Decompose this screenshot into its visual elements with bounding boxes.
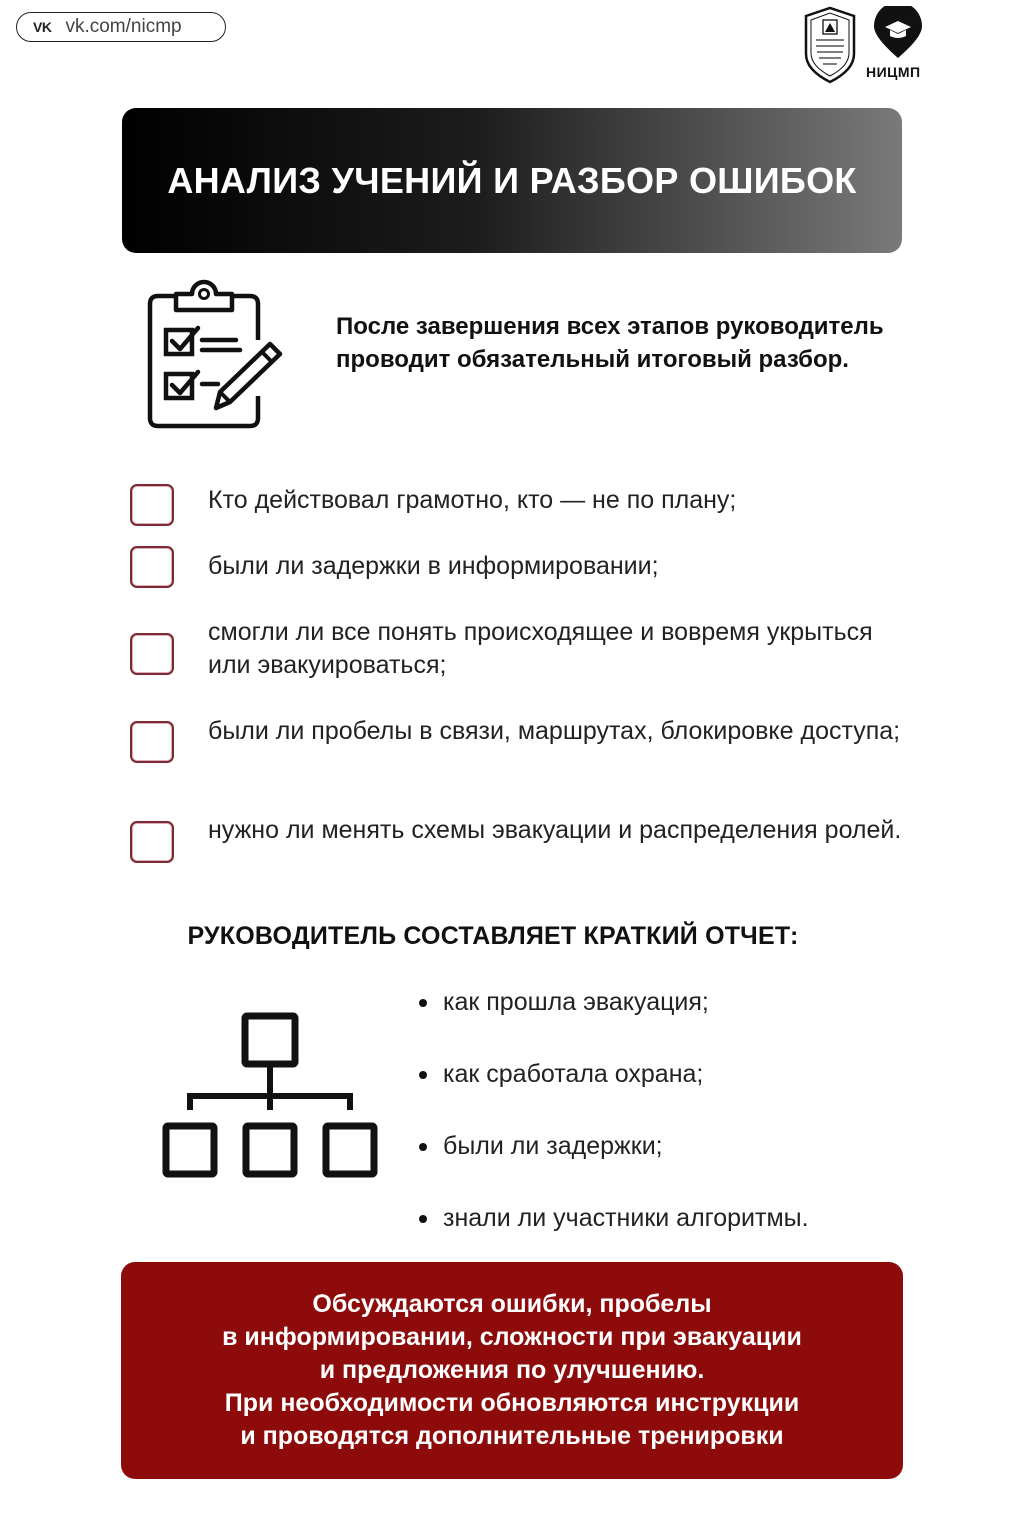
checkbox[interactable] xyxy=(130,484,174,526)
shield-emblem-icon xyxy=(806,8,854,82)
clipboard-checklist-icon xyxy=(140,278,290,434)
note-line: и предложения по улучшению. xyxy=(319,1356,705,1384)
list-item-text: как сработала охрана; xyxy=(443,1060,704,1088)
checklist-item-text: были ли пробелы в связи, маршрутах, блокировке доступа; xyxy=(208,717,901,745)
vk-url-text: vk.com/nicmp xyxy=(65,16,182,37)
vk-logo-icon: VK xyxy=(33,19,52,35)
note-line: Обсуждаются ошибки, пробелы xyxy=(312,1290,712,1318)
summary-note xyxy=(121,1262,903,1479)
bullet-icon xyxy=(419,1071,427,1079)
checklist-item-text: были ли задержки в информировании; xyxy=(208,552,659,580)
org-label: НИЦМП xyxy=(866,64,921,80)
bullet-icon xyxy=(419,1143,427,1151)
note-line: При необходимости обновляются инструкции xyxy=(224,1389,800,1417)
checklist-item-text: Кто действовал грамотно, кто — не по плану; xyxy=(208,486,737,514)
checklist-item-text: нужно ли менять схемы эвакуации и распределения ролей. xyxy=(208,816,902,844)
checklist-item-text: смогли ли все понять происходящее и вовремя укрыться или эвакуироваться; xyxy=(208,618,873,679)
checkbox[interactable] xyxy=(130,821,174,863)
vk-link[interactable] xyxy=(16,12,226,42)
report-heading: РУКОВОДИТЕЛЬ СОСТАВЛЯЕТ КРАТКИЙ ОТЧЕТ: xyxy=(187,922,799,950)
summary-note-text xyxy=(142,1288,882,1453)
list-item-text: как прошла эвакуация; xyxy=(443,988,709,1016)
org-chart-icon xyxy=(158,1010,383,1185)
intro-text: После завершения всех этапов руководитель проводит обязательный итоговый разбор. xyxy=(336,313,884,373)
list-item-text: были ли задержки; xyxy=(443,1132,663,1160)
graduation-cap-pin-icon xyxy=(874,6,922,58)
checkbox[interactable] xyxy=(130,721,174,763)
list-item-text: знали ли участники алгоритмы. xyxy=(443,1204,809,1232)
bullet-icon xyxy=(419,999,427,1007)
page-title: АНАЛИЗ УЧЕНИЙ И РАЗБОР ОШИБОК xyxy=(167,159,857,201)
bullet-icon xyxy=(419,1215,427,1223)
checkbox[interactable] xyxy=(130,633,174,675)
note-line: и проводятся дополнительные тренировки xyxy=(240,1422,784,1450)
note-line: в информировании, сложности при эвакуации xyxy=(222,1323,802,1351)
title-banner xyxy=(122,108,902,253)
checkbox[interactable] xyxy=(130,546,174,588)
